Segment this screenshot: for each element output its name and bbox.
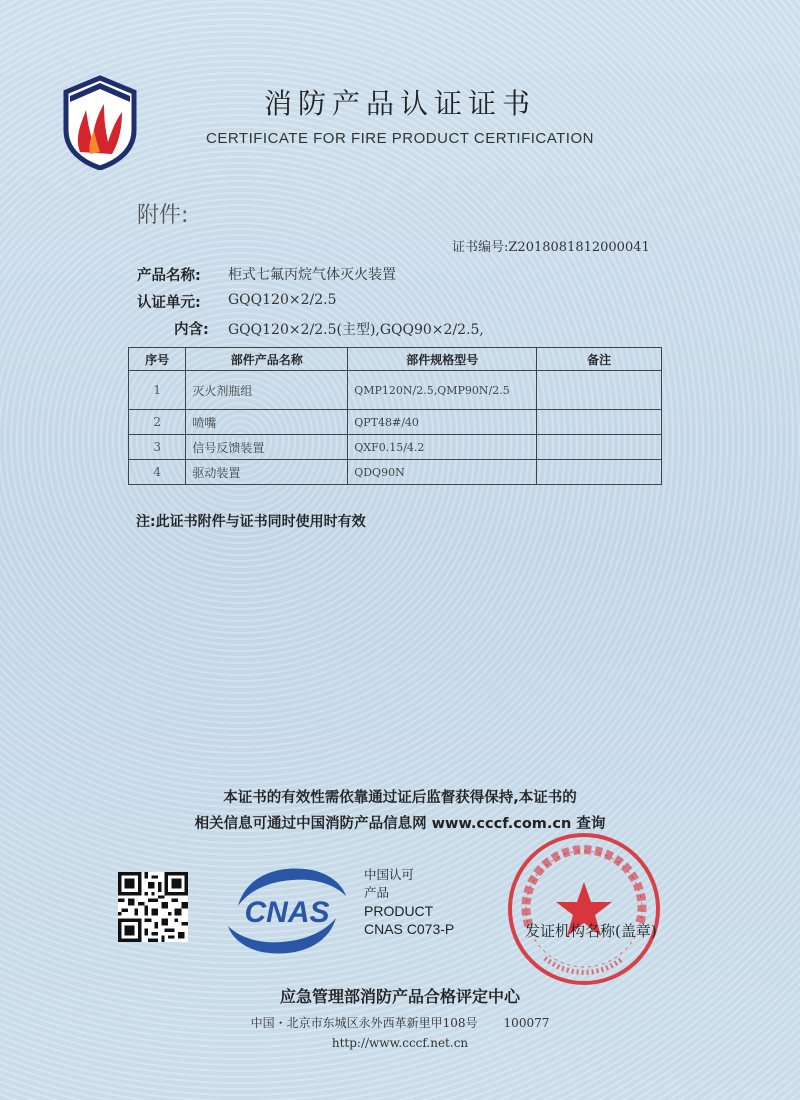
row-no: 4 (129, 460, 186, 485)
row-name: 喷嘴 (186, 410, 348, 435)
qr-code-icon (118, 872, 188, 942)
cert-no-label: 证书编号: (452, 240, 509, 255)
issuing-organization: 应急管理部消防产品合格评定中心 (279, 987, 520, 1006)
cnas-line-1: 中国认可 (364, 867, 415, 882)
unit-value: GQQ120×2/2.5 (228, 292, 337, 308)
certificate-title-cn: 消防产品认证证书 (263, 87, 536, 120)
row-name: 信号反馈装置 (186, 435, 348, 460)
row-note (537, 410, 662, 435)
table-row (129, 410, 662, 435)
cert-no-value: Z2018081812000041 (508, 240, 650, 255)
row-note (537, 371, 662, 410)
unit-label: 认证单元: (137, 295, 201, 311)
postal-code: 100077 (503, 1016, 550, 1030)
row-no: 3 (129, 435, 186, 460)
certificate-title-en: CERTIFICATE FOR FIRE PRODUCT CERTIFICATION (206, 130, 594, 147)
header-no: 序号 (129, 348, 186, 371)
table-row (129, 435, 662, 460)
validity-line-2: 相关信息可通过中国消防产品信息网 www.cccf.com.cn 查询 (194, 816, 606, 832)
cnas-line-4: CNAS C073-P (364, 921, 455, 937)
validity-line-1: 本证书的有效性需依靠通过证后监督获得保持,本证书的 (223, 790, 577, 806)
cnas-logo-text: CNAS (244, 896, 330, 929)
organization-url: http://www.cccf.net.cn (331, 1036, 469, 1050)
header-spec: 部件规格型号 (348, 348, 537, 371)
table-row (129, 371, 662, 410)
row-no: 2 (129, 410, 186, 435)
cnas-line-3: PRODUCT (364, 903, 434, 919)
header-name: 部件产品名称 (186, 348, 348, 371)
organization-address (0, 1014, 800, 1031)
red-seal-icon (505, 830, 663, 988)
header-note: 备注 (537, 348, 662, 371)
row-note (537, 460, 662, 485)
product-name-label: 产品名称: (137, 268, 201, 284)
row-spec: QDQ90N (348, 460, 537, 485)
row-no: 1 (129, 371, 186, 410)
row-spec: QMP120N/2.5,QMP90N/2.5 (348, 371, 537, 410)
cnas-logo-icon (222, 862, 352, 958)
attachment-label: 附件: (137, 203, 189, 228)
table-row (129, 460, 662, 485)
attachment-note: 注:此证书附件与证书同时使用时有效 (136, 514, 366, 530)
row-spec: QPT48#/40 (348, 410, 537, 435)
table-header-row (129, 348, 662, 371)
product-name-value: 柜式七氟丙烷气体灭火装置 (228, 267, 396, 283)
validity-statement (0, 785, 800, 837)
issuer-label: 发证机构名称(盖章) (525, 922, 657, 940)
contents-value: GQQ120×2/2.5(主型),GQQ90×2/2.5, (228, 322, 484, 338)
row-name: 灭火剂瓶组 (186, 371, 348, 410)
row-spec: QXF0.15/4.2 (348, 435, 537, 460)
address-text: 中国・北京市东城区永外西革新里甲108号 (250, 1016, 478, 1030)
parts-table (128, 347, 662, 485)
row-name: 驱动装置 (186, 460, 348, 485)
cnas-accreditation-text (364, 866, 454, 938)
cnas-line-2: 产品 (364, 885, 390, 900)
contents-label: 内含: (174, 322, 209, 338)
row-note (537, 435, 662, 460)
certificate-number (452, 236, 650, 255)
